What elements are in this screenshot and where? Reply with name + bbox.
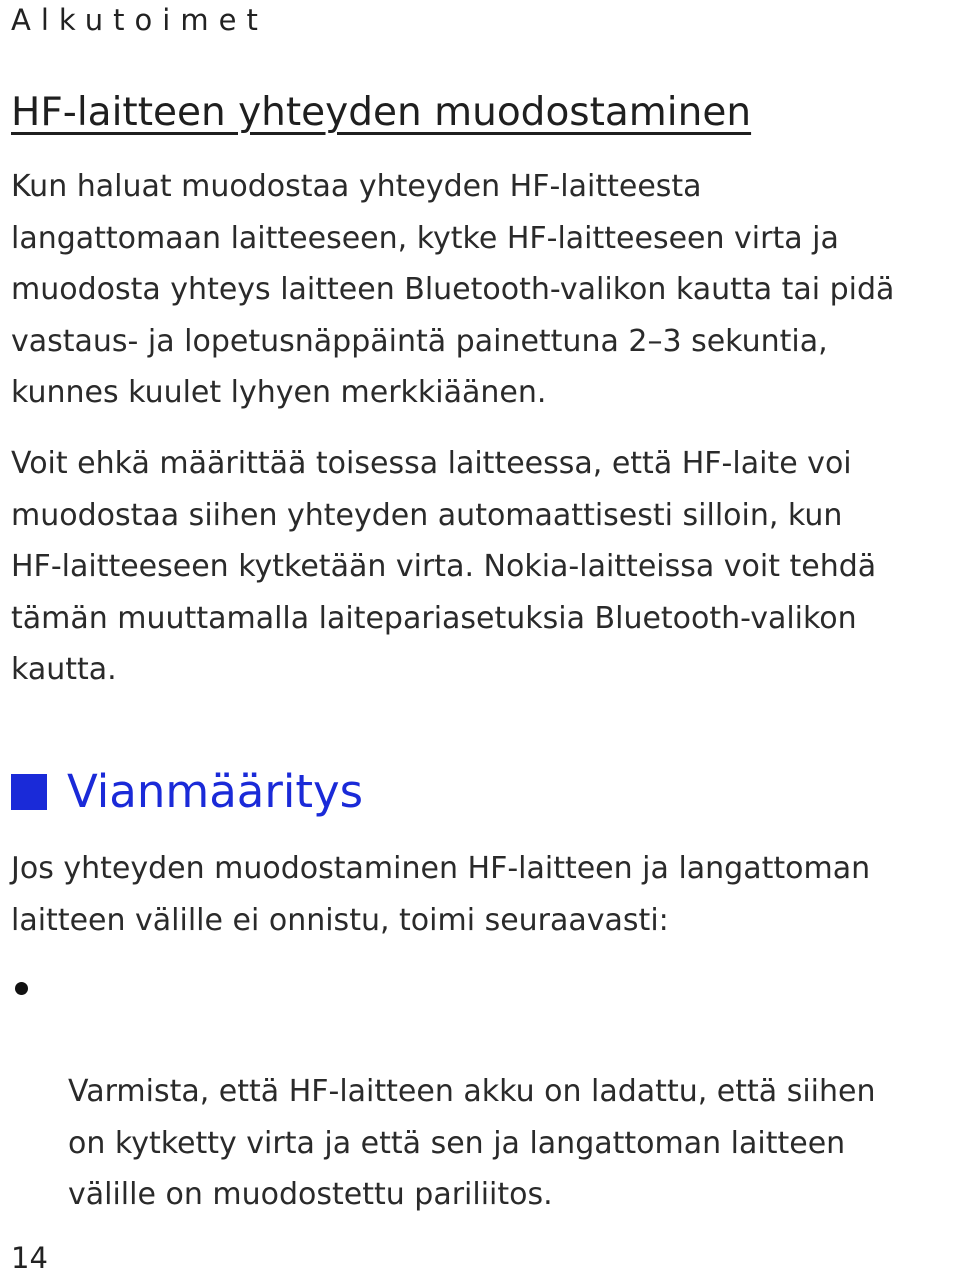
- running-header: Alkutoimet: [11, 3, 268, 37]
- troubleshooting-heading: [11, 762, 363, 822]
- paragraph-automatic-connection: Voit ehkä määrittää toisessa laitteessa, että HF-laite voi muodostaa siihen yhteyden automaattisesti silloin, kun HF-laitteeseen kytketään virta. Nokia-laitteissa voit tehdä tämän muuttamalla laitepariasetuksia Bluetooth-valikon kautta.: [11, 446, 877, 687]
- page-number: 14: [11, 1241, 48, 1275]
- blue-square-icon: [11, 774, 47, 810]
- troubleshooting-list: [11, 963, 875, 1221]
- paragraph-connect-instructions: Kun haluat muodostaa yhteyden HF-laitteesta langattomaan laitteeseen, kytke HF-laitteeseen virta ja muodosta yhteys laitteen Bluetooth-valikon kautta tai pidä vastaus- ja lopetusnäppäintä painettuna 2–3 sekuntia, kunnes kuulet lyhyen merkkiäänen.: [11, 169, 895, 410]
- list-item-text: Varmista, että HF-laitteen akku on ladattu, että siihen on kytketty virta ja että sen ja langattoman laitteen välille on muodostettu pariliitos.: [68, 1074, 876, 1212]
- section-title: HF-laitteen yhteyden muodostaminen: [11, 90, 752, 135]
- bullet-icon: [15, 982, 28, 995]
- troubleshooting-heading-text: Vianmääritys: [67, 765, 364, 818]
- list-item: [11, 963, 875, 1221]
- troubleshooting-intro: Jos yhteyden muodostaminen HF-laitteen ja langattoman laitteen välille ei onnistu, toimi seuraavasti:: [11, 851, 871, 938]
